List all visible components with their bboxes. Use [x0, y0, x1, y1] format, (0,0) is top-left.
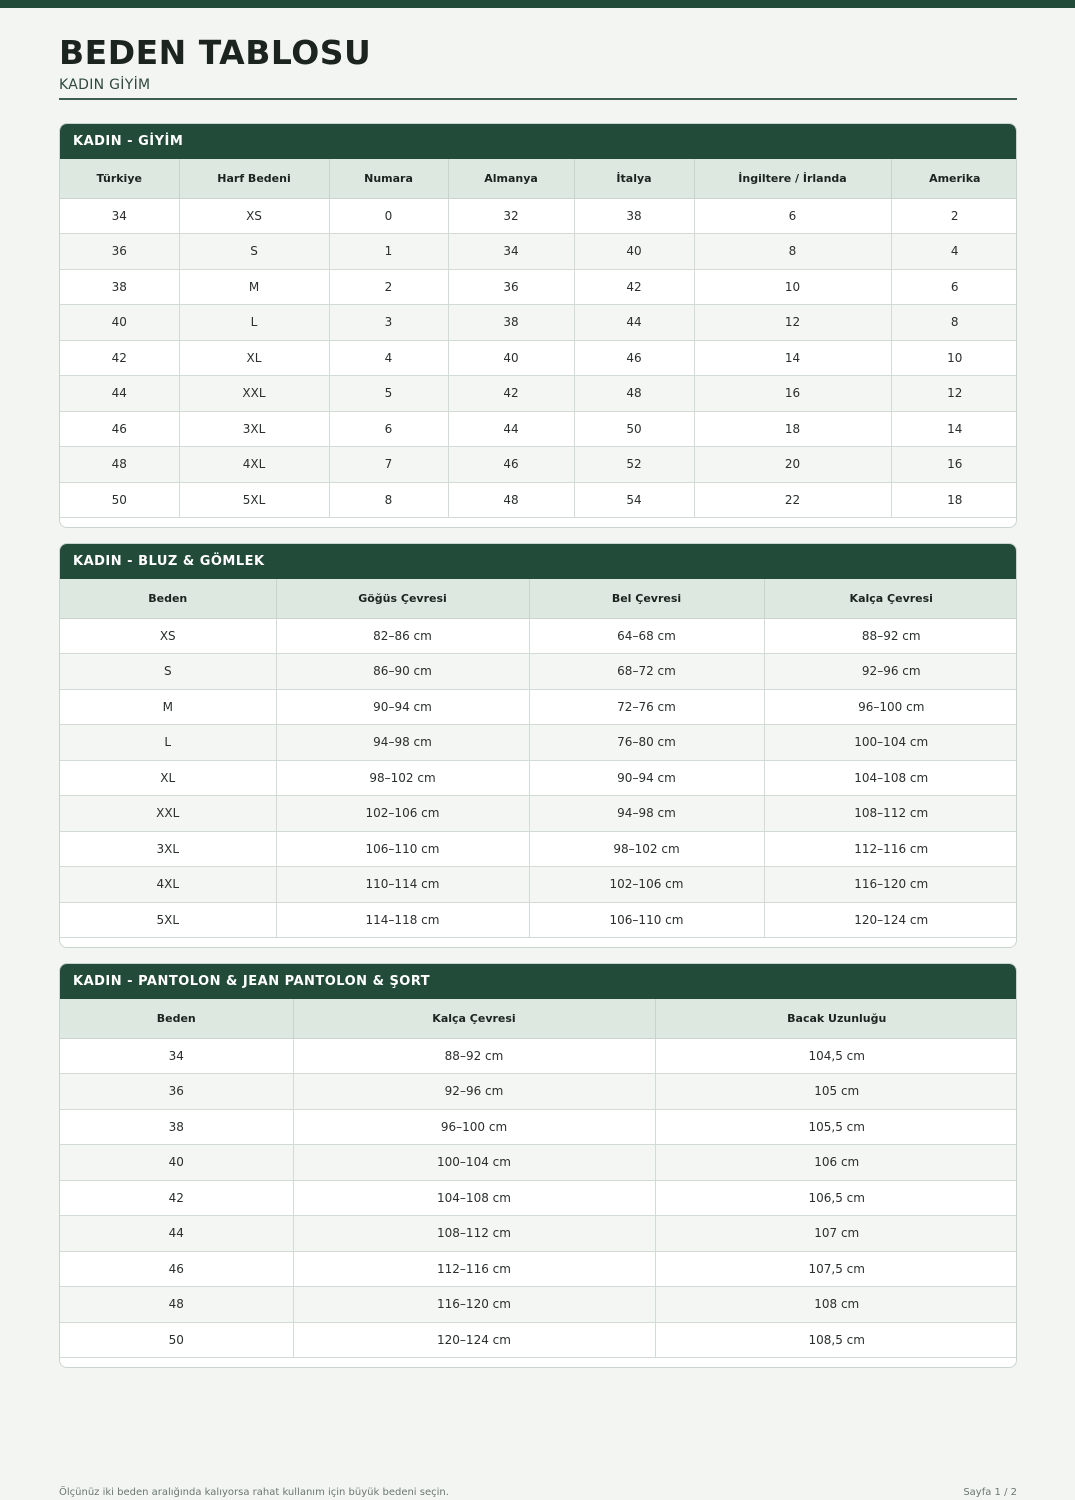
- table-cell: 2: [891, 198, 1017, 234]
- table-cell: 112–116 cm: [764, 831, 1017, 867]
- table-cell: 34: [60, 1038, 293, 1074]
- table-cell: 48: [574, 376, 694, 412]
- table-cell: 92–96 cm: [293, 1074, 655, 1110]
- table-row: [60, 1145, 1017, 1181]
- table-cell: L: [60, 725, 276, 761]
- table-cell: 108 cm: [655, 1287, 1017, 1323]
- table-cell: L: [179, 305, 329, 341]
- table-cell: 6: [694, 198, 891, 234]
- table-cell: 40: [60, 1145, 293, 1181]
- table-cell: M: [179, 269, 329, 305]
- table-cell: 106–110 cm: [276, 831, 529, 867]
- table-cell: 120–124 cm: [764, 902, 1017, 938]
- table-cell: 5XL: [179, 482, 329, 518]
- table-cell: 106,5 cm: [655, 1180, 1017, 1216]
- table-row: [60, 376, 1017, 412]
- column-header: Beden: [60, 999, 293, 1038]
- table-cell: 18: [891, 482, 1017, 518]
- table-cell: 2: [329, 269, 448, 305]
- table-row: [60, 234, 1017, 270]
- table-cell: 48: [60, 1287, 293, 1323]
- table-cell: 4: [891, 234, 1017, 270]
- table-cell: 86–90 cm: [276, 654, 529, 690]
- table-cell: 8: [694, 234, 891, 270]
- table-cell: 6: [329, 411, 448, 447]
- table-cell: 36: [60, 1074, 293, 1110]
- table-cell: 3: [329, 305, 448, 341]
- column-header: Türkiye: [60, 159, 179, 198]
- section-title: KADIN - GİYİM: [60, 124, 1016, 159]
- table-row: [60, 1109, 1017, 1145]
- column-header: Bel Çevresi: [529, 579, 764, 618]
- table-cell: 104–108 cm: [764, 760, 1017, 796]
- table-row: [60, 305, 1017, 341]
- table-cell: XL: [60, 760, 276, 796]
- table-row: [60, 1074, 1017, 1110]
- table-cell: 64–68 cm: [529, 618, 764, 654]
- table-cell: 120–124 cm: [293, 1322, 655, 1358]
- table-cell: 96–100 cm: [293, 1109, 655, 1145]
- table-cell: 108,5 cm: [655, 1322, 1017, 1358]
- table-cell: 44: [60, 376, 179, 412]
- table-cell: 34: [448, 234, 574, 270]
- table-cell: 100–104 cm: [764, 725, 1017, 761]
- table-cell: 4: [329, 340, 448, 376]
- table-cell: 46: [448, 447, 574, 483]
- table-cell: 8: [891, 305, 1017, 341]
- table-cell: 5: [329, 376, 448, 412]
- table-cell: 108–112 cm: [293, 1216, 655, 1252]
- table-cell: 52: [574, 447, 694, 483]
- table-row: [60, 725, 1017, 761]
- table-cell: 10: [694, 269, 891, 305]
- table-cell: 102–106 cm: [529, 867, 764, 903]
- table-cell: 18: [694, 411, 891, 447]
- table-row: [60, 902, 1017, 938]
- table-cell: 94–98 cm: [529, 796, 764, 832]
- table-cell: M: [60, 689, 276, 725]
- table-cell: 46: [60, 1251, 293, 1287]
- table-cell: 94–98 cm: [276, 725, 529, 761]
- table-cell: 54: [574, 482, 694, 518]
- table-cell: 44: [60, 1216, 293, 1252]
- column-header: Almanya: [448, 159, 574, 198]
- table-row: [60, 411, 1017, 447]
- column-header: İtalya: [574, 159, 694, 198]
- table-row: [60, 1180, 1017, 1216]
- page-subtitle: KADIN GİYİM: [59, 77, 151, 93]
- table-cell: 4XL: [179, 447, 329, 483]
- table-cell: S: [60, 654, 276, 690]
- column-header: Beden: [60, 579, 276, 618]
- table-cell: 110–114 cm: [276, 867, 529, 903]
- page-number: Sayfa 1 / 2: [963, 1487, 1017, 1498]
- table-cell: 7: [329, 447, 448, 483]
- table-cell: 106–110 cm: [529, 902, 764, 938]
- table-cell: 42: [60, 340, 179, 376]
- table-cell: 14: [891, 411, 1017, 447]
- table-header-row: [60, 999, 1017, 1038]
- table-cell: 104,5 cm: [655, 1038, 1017, 1074]
- table-cell: 108–112 cm: [764, 796, 1017, 832]
- table-cell: 40: [448, 340, 574, 376]
- table-row: [60, 618, 1017, 654]
- table-cell: 16: [694, 376, 891, 412]
- table-cell: 0: [329, 198, 448, 234]
- table-cell: 72–76 cm: [529, 689, 764, 725]
- table-cell: 3XL: [60, 831, 276, 867]
- table-row: [60, 796, 1017, 832]
- table-cell: 16: [891, 447, 1017, 483]
- table-row: [60, 1251, 1017, 1287]
- table-row: [60, 867, 1017, 903]
- column-header: Göğüs Çevresi: [276, 579, 529, 618]
- table-row: [60, 269, 1017, 305]
- header-divider: [59, 98, 1017, 100]
- table-cell: 98–102 cm: [529, 831, 764, 867]
- table-cell: 44: [448, 411, 574, 447]
- table-cell: 38: [60, 269, 179, 305]
- table-row: [60, 340, 1017, 376]
- section-pantolon: [59, 963, 1017, 1368]
- page-title: BEDEN TABLOSU: [59, 33, 372, 72]
- table-cell: 98–102 cm: [276, 760, 529, 796]
- footer-note: Ölçünüz iki beden aralığında kalıyorsa rahat kullanım için büyük bedeni seçin.: [59, 1487, 449, 1498]
- table-cell: 102–106 cm: [276, 796, 529, 832]
- table-cell: XXL: [60, 796, 276, 832]
- table-cell: 106 cm: [655, 1145, 1017, 1181]
- table-row: [60, 689, 1017, 725]
- table-cell: 68–72 cm: [529, 654, 764, 690]
- table-cell: 36: [60, 234, 179, 270]
- table-row: [60, 482, 1017, 518]
- table-cell: XL: [179, 340, 329, 376]
- table-row: [60, 654, 1017, 690]
- table-cell: 38: [60, 1109, 293, 1145]
- table-row: [60, 447, 1017, 483]
- table-cell: 5XL: [60, 902, 276, 938]
- table-cell: 3XL: [179, 411, 329, 447]
- table-cell: 20: [694, 447, 891, 483]
- table-row: [60, 1216, 1017, 1252]
- size-table-pantolon: [60, 999, 1017, 1358]
- section-bluz-gomlek: [59, 543, 1017, 948]
- table-cell: 38: [574, 198, 694, 234]
- table-cell: 12: [891, 376, 1017, 412]
- table-cell: 107 cm: [655, 1216, 1017, 1252]
- table-cell: 104–108 cm: [293, 1180, 655, 1216]
- table-cell: XXL: [179, 376, 329, 412]
- top-accent-bar: [0, 0, 1075, 8]
- table-cell: 92–96 cm: [764, 654, 1017, 690]
- table-cell: 14: [694, 340, 891, 376]
- size-table-giyim: [60, 159, 1017, 518]
- table-cell: 6: [891, 269, 1017, 305]
- table-row: [60, 198, 1017, 234]
- table-cell: 114–118 cm: [276, 902, 529, 938]
- section-title: KADIN - PANTOLON & JEAN PANTOLON & ŞORT: [60, 964, 1016, 999]
- table-cell: 82–86 cm: [276, 618, 529, 654]
- table-cell: 100–104 cm: [293, 1145, 655, 1181]
- table-cell: 40: [60, 305, 179, 341]
- table-cell: 22: [694, 482, 891, 518]
- table-cell: 36: [448, 269, 574, 305]
- table-cell: XS: [60, 618, 276, 654]
- table-cell: 50: [574, 411, 694, 447]
- table-cell: 116–120 cm: [293, 1287, 655, 1323]
- table-cell: 105,5 cm: [655, 1109, 1017, 1145]
- table-header-row: [60, 579, 1017, 618]
- column-header: Kalça Çevresi: [293, 999, 655, 1038]
- size-table-bluz: [60, 579, 1017, 938]
- table-cell: 112–116 cm: [293, 1251, 655, 1287]
- table-cell: 96–100 cm: [764, 689, 1017, 725]
- table-header-row: [60, 159, 1017, 198]
- column-header: Harf Bedeni: [179, 159, 329, 198]
- table-cell: 34: [60, 198, 179, 234]
- page-header: [59, 34, 1017, 94]
- table-cell: 90–94 cm: [276, 689, 529, 725]
- table-cell: XS: [179, 198, 329, 234]
- column-header: İngiltere / İrlanda: [694, 159, 891, 198]
- table-cell: 40: [574, 234, 694, 270]
- table-row: [60, 760, 1017, 796]
- table-row: [60, 831, 1017, 867]
- table-cell: 32: [448, 198, 574, 234]
- table-cell: 76–80 cm: [529, 725, 764, 761]
- table-cell: 44: [574, 305, 694, 341]
- table-cell: 48: [448, 482, 574, 518]
- table-cell: 46: [574, 340, 694, 376]
- table-cell: 50: [60, 1322, 293, 1358]
- table-row: [60, 1287, 1017, 1323]
- column-header: Numara: [329, 159, 448, 198]
- column-header: Kalça Çevresi: [764, 579, 1017, 618]
- table-cell: 88–92 cm: [293, 1038, 655, 1074]
- section-title: KADIN - BLUZ & GÖMLEK: [60, 544, 1016, 579]
- table-cell: 88–92 cm: [764, 618, 1017, 654]
- table-cell: 90–94 cm: [529, 760, 764, 796]
- table-cell: 50: [60, 482, 179, 518]
- table-cell: 1: [329, 234, 448, 270]
- table-cell: 4XL: [60, 867, 276, 903]
- table-cell: 42: [574, 269, 694, 305]
- column-header: Amerika: [891, 159, 1017, 198]
- table-cell: 105 cm: [655, 1074, 1017, 1110]
- table-cell: 10: [891, 340, 1017, 376]
- table-cell: 42: [448, 376, 574, 412]
- table-cell: 46: [60, 411, 179, 447]
- table-cell: S: [179, 234, 329, 270]
- table-cell: 116–120 cm: [764, 867, 1017, 903]
- section-kadin-giyim: [59, 123, 1017, 528]
- table-cell: 12: [694, 305, 891, 341]
- table-cell: 48: [60, 447, 179, 483]
- column-header: Bacak Uzunluğu: [655, 999, 1017, 1038]
- table-cell: 42: [60, 1180, 293, 1216]
- table-cell: 8: [329, 482, 448, 518]
- table-row: [60, 1038, 1017, 1074]
- table-cell: 38: [448, 305, 574, 341]
- table-row: [60, 1322, 1017, 1358]
- table-cell: 107,5 cm: [655, 1251, 1017, 1287]
